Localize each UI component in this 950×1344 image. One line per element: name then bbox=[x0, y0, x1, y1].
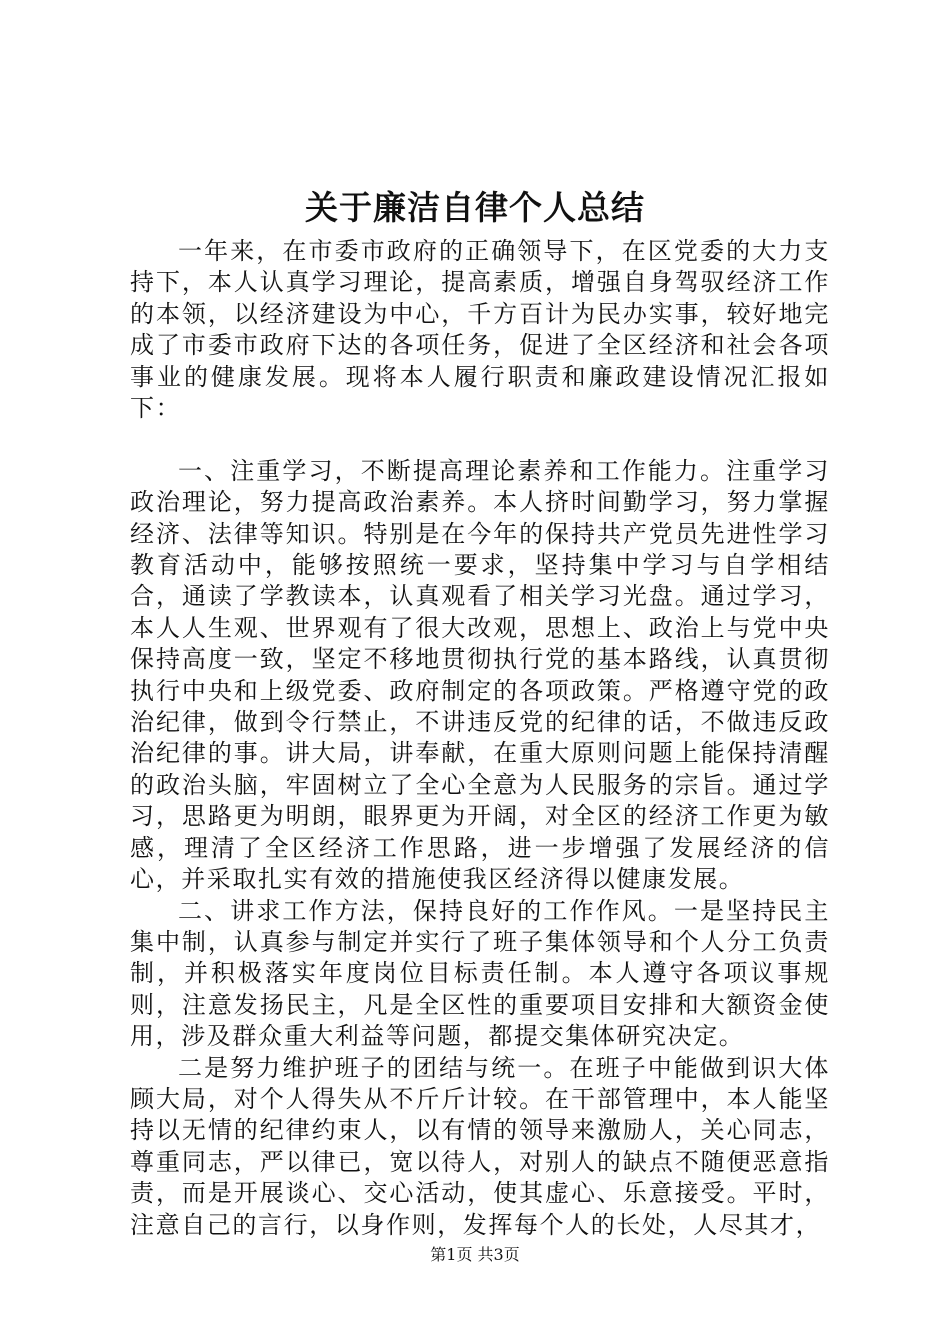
section-2-paragraph: 二、讲求工作方法，保持良好的工作作风。一是坚持民主集中制，认真参与制定并实行了班子集体领导和个人分工负责制，并积极落实年度岗位目标责任制。本人遵守各项议事规则，注意发扬民主，凡是全区性的重要项目安排和大额资金使用，涉及群众重大利益等问题，都提交集体研究决定。 bbox=[130, 896, 830, 1051]
document-body bbox=[130, 236, 830, 1241]
document-title: 关于廉洁自律个人总结 bbox=[305, 188, 645, 227]
section-1-paragraph: 一、注重学习，不断提高理论素养和工作能力。注重学习政治理论，努力提高政治素养。本人挤时间勤学习，努力掌握经济、法律等知识。特别是在今年的保持共产党员先进性学习教育活动中，能够按照统一要求，坚持集中学习与自学相结合，通读了学教读本，认真观看了相关学习光盘。通过学习，本人人生观、世界观有了很大改观，思想上、政治上与党中央保持高度一致，坚定不移地贯彻执行党的基本路线，认真贯彻执行中央和上级党委、政府制定的各项政策。严格遵守党的政治纪律，做到令行禁止，不讲违反党的纪律的话，不做违反政治纪律的事。讲大局，讲奉献，在重大原则问题上能保持清醒的政治头脑，牢固树立了全心全意为人民服务的宗旨。通过学习，思路更为明朗，眼界更为开阔，对全区的经济工作更为敏感，理清了全区经济工作思路，进一步增强了发展经济的信心，并采取扎实有效的措施使我区经济得以健康发展。 bbox=[130, 456, 830, 894]
page-number-footer: 第1页 共3页 bbox=[430, 1245, 520, 1264]
intro-paragraph: 一年来，在市委市政府的正确领导下，在区党委的大力支持下，本人认真学习理论，提高素质，增强自身驾驭经济工作的本领，以经济建设为中心，千方百计为民办实事，较好地完成了市委市政府下达的各项任务，促进了全区经济和社会各项事业的健康发展。现将本人履行职责和廉政建设情况汇报如下： bbox=[130, 237, 830, 423]
section-2-subparagraph: 二是努力维护班子的团结与统一。在班子中能做到识大体顾大局，对个人得失从不斤斤计较。在干部管理中，本人能坚持以无情的纪律约束人，以有情的领导来激励人，关心同志，尊重同志，严以律已，宽以待人，对别人的缺点不随便恶意指责，而是开展谈心、交心活动，使其虚心、乐意接受。平时，注意自己的言行，以身作则，发挥每个人的长处，人尽其才， bbox=[130, 1053, 830, 1239]
